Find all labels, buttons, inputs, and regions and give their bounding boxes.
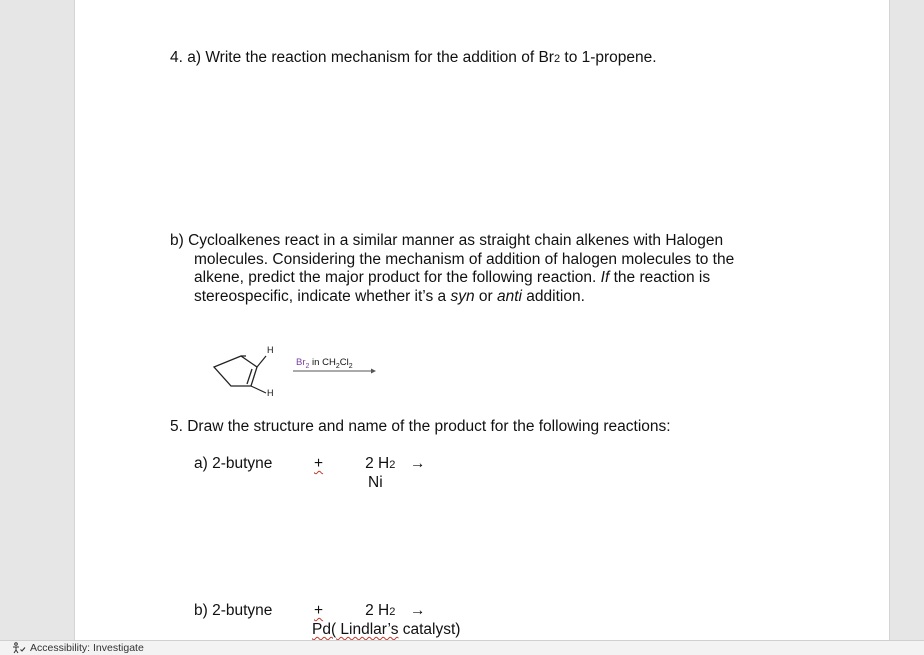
status-bar <box>0 640 924 655</box>
question-5a-equation: + 2 H2 <box>314 455 396 472</box>
question-4b: b) Cycloalkenes react in a similar manner as straight chain alkenes with Halogen molecules. Considering the mechanism of addition of halogen molecules to the alkene, predict the major product for the following reaction. If the reaction is stereospecific, indicate whether it’s a syn or anti addition. <box>170 232 735 305</box>
hydrogen-label-top: H <box>267 345 274 355</box>
cyclopentene-reaction-image <box>210 340 390 406</box>
question-5-title: 5. Draw the structure and name of the product for the following reactions: <box>170 418 671 435</box>
catalyst-5a: Ni <box>368 474 383 491</box>
hydrogen-label-bottom: H <box>267 388 274 398</box>
accessibility-icon <box>12 642 26 654</box>
question-4a: 4. a) Write the reaction mechanism for the addition of Br2 to 1-propene. <box>170 49 657 66</box>
question-5a-label: a) 2-butyne <box>194 455 273 472</box>
question-5b-equation: + 2 H2 <box>314 602 396 619</box>
reagent-label: $Br_2$ in $CH_2Cl_2$ <box>296 357 353 370</box>
document-page <box>74 0 890 640</box>
catalyst-5b: Pd( Lindlar’s catalyst) <box>312 621 461 638</box>
cyclopentene-structure <box>210 340 390 406</box>
question-5b-label: b) 2-butyne <box>194 602 273 619</box>
accessibility-button[interactable]: Accessibility: Investigate <box>12 641 144 655</box>
reaction-arrow-5a: → <box>410 455 426 472</box>
reaction-arrow-5b: → <box>410 602 426 619</box>
